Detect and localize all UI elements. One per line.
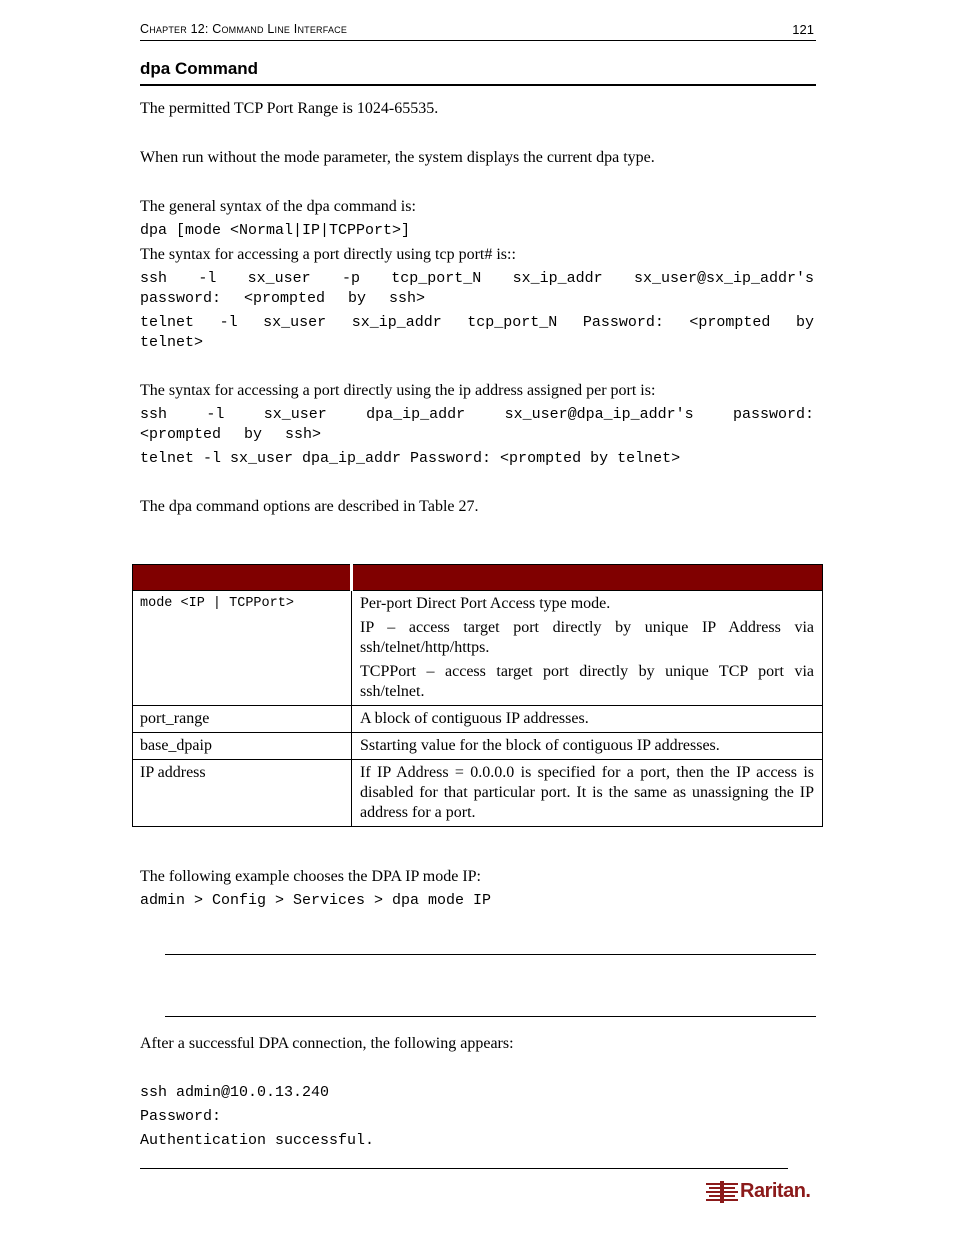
description-cell xyxy=(352,591,823,706)
paragraph-general-syntax: The general syntax of the dpa command is: xyxy=(140,198,416,215)
code-telnet-ip: telnet -l sx_user dpa_ip_addr Password: <prompted by telnet> xyxy=(140,450,681,467)
description-cell xyxy=(352,760,823,827)
table-header-row xyxy=(133,565,823,591)
header-divider xyxy=(140,40,816,41)
description-line: Per-port Direct Port Access type mode. xyxy=(360,595,611,612)
raritan-logo-text: Raritan. xyxy=(740,1180,811,1202)
description-cell xyxy=(352,733,823,760)
table-row xyxy=(133,706,823,733)
code-session-line: ssh admin@10.0.13.240 xyxy=(140,1084,330,1101)
description-line: A block of contiguous IP addresses. xyxy=(360,710,589,727)
paragraph-tcp-syntax-intro: The syntax for accessing a port directly using tcp port# is:: xyxy=(140,246,516,263)
table-row xyxy=(133,733,823,760)
chapter-header: Chapter 12: Command Line Interface xyxy=(140,22,348,36)
option-cell: IP address xyxy=(133,760,352,827)
raritan-logo xyxy=(706,1180,810,1203)
description-cell xyxy=(352,706,823,733)
options-table xyxy=(132,564,823,827)
description-line: Sstarting value for the block of contiguous IP addresses. xyxy=(360,737,720,754)
footer-divider xyxy=(140,1168,788,1169)
table-header-cell xyxy=(352,565,823,591)
code-ssh-ip: ssh -l sx_user dpa_ip_addr sx_user@dpa_ip_addr's password: <prompted by ssh> xyxy=(140,406,814,443)
paragraph-after-connection: After a successful DPA connection, the following appears: xyxy=(140,1035,514,1052)
code-telnet-tcp: telnet -l sx_user sx_ip_addr tcp_port_N Password: <prompted by telnet> xyxy=(140,314,814,351)
note-divider-top xyxy=(165,954,816,955)
code-session-line: Password: xyxy=(140,1108,222,1125)
paragraph-no-mode: When run without the mode parameter, the system displays the current dpa type. xyxy=(140,149,655,166)
option-cell: mode <IP | TCPPort> xyxy=(133,591,352,706)
paragraph-port-range: The permitted TCP Port Range is 1024-65535. xyxy=(140,100,439,117)
description-line: IP – access target port directly by unique IP Address via ssh/telnet/http/https. xyxy=(360,619,814,656)
option-cell: base_dpaip xyxy=(133,733,352,760)
code-ssh-tcp: ssh -l sx_user -p tcp_port_N sx_ip_addr sx_user@sx_ip_addr's password: <prompted by ssh> xyxy=(140,270,814,307)
code-example: admin > Config > Services > dpa mode IP xyxy=(140,892,492,909)
description-line: If IP Address = 0.0.0.0 is specified for a port, then the IP access is disabled for that particular port. It is the same as unassigning the IP address for a port. xyxy=(360,764,814,821)
paragraph-ip-syntax-intro: The syntax for accessing a port directly using the ip address assigned per port is: xyxy=(140,382,656,399)
raritan-emblem-icon xyxy=(706,1181,738,1203)
code-dpa-syntax: dpa [mode <Normal|IP|TCPPort>] xyxy=(140,222,411,239)
page-number: 121 xyxy=(792,22,814,37)
option-cell: port_range xyxy=(133,706,352,733)
note-divider-bottom xyxy=(165,1016,816,1017)
section-title: dpa Command xyxy=(140,59,259,78)
paragraph-example-intro: The following example chooses the DPA IP mode IP: xyxy=(140,868,481,885)
table-row xyxy=(133,760,823,827)
table-header-cell xyxy=(133,565,352,591)
table-row xyxy=(133,591,823,706)
section-divider xyxy=(140,84,816,86)
paragraph-options-ref: The dpa command options are described in Table 27. xyxy=(140,498,479,515)
code-session-line: Authentication successful. xyxy=(140,1132,375,1149)
description-line: TCPPort – access target port directly by unique TCP port via ssh/telnet. xyxy=(360,663,814,700)
